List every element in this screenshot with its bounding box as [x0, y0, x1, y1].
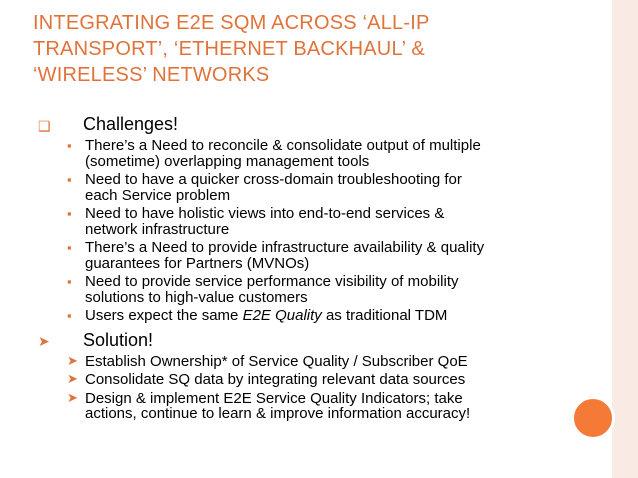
list-item-line: (sometime) overlapping management tools	[85, 152, 370, 170]
list-item	[38, 274, 598, 305]
title-line: TRANSPORT’, ‘ETHERNET BACKHAUL’ &	[33, 38, 425, 60]
slide-title	[33, 10, 553, 88]
challenges-heading-text: Challenges!	[83, 114, 179, 134]
list-item	[38, 372, 598, 388]
solution-heading-text: Solution!	[83, 329, 154, 350]
arrowhead-bullet-icon: ➤	[67, 390, 78, 406]
list-item	[38, 308, 598, 324]
title-line: INTEGRATING E2E SQM ACROSS ‘ALL-IP	[33, 12, 430, 34]
slide-body	[38, 114, 598, 422]
list-item-line: Design & implement E2E Service Quality Indicators; take	[85, 389, 463, 407]
list-item-line: Need to provide service performance visibility of mobility	[85, 273, 459, 290]
solution-heading	[38, 330, 598, 351]
square-bullet-icon: ▪	[67, 308, 72, 323]
list-item-line: Establish Ownership* of Service Quality / Subscriber QoE	[85, 352, 468, 370]
emphasis-text: E2E Quality	[242, 307, 322, 324]
list-item-line: Need to have a quicker cross-domain troubleshooting for	[85, 171, 462, 188]
arrowhead-bullet-icon: ➤	[67, 372, 78, 387]
list-item-line: actions, continue to learn & improve information accuracy!	[85, 405, 471, 422]
arrowhead-bullet-icon: ➤	[38, 333, 50, 350]
right-decor-band	[612, 0, 638, 478]
list-item-line: guarantees for Partners (MVNOs)	[85, 254, 310, 272]
list-item-text: Users expect the same	[85, 307, 243, 324]
list-item-line: There’s a Need to reconcile & consolidate output of multiple	[85, 137, 481, 154]
hollow-square-bullet-icon: ❑	[38, 118, 51, 134]
list-item-line: There’s a Need to provide infrastructure availability & quality	[85, 239, 485, 256]
list-item	[38, 391, 598, 422]
list-item	[38, 354, 598, 370]
list-item-text: as traditional TDM	[321, 307, 448, 324]
list-item-line: network infrastructure	[85, 220, 230, 238]
list-item	[38, 138, 598, 169]
list-item	[38, 240, 598, 271]
list-item-line: each Service problem	[85, 186, 231, 204]
square-bullet-icon: ▪	[67, 172, 72, 187]
square-bullet-icon: ▪	[67, 274, 72, 289]
list-item	[38, 206, 598, 237]
arrowhead-bullet-icon: ➤	[67, 353, 78, 369]
title-line: ‘WIRELESS’ NETWORKS	[33, 64, 270, 86]
list-item	[38, 172, 598, 203]
square-bullet-icon: ▪	[67, 206, 72, 221]
list-item-line: Consolidate SQ data by integrating relevant data sources	[85, 371, 466, 388]
list-item-line: Need to have holistic views into end-to-end services &	[85, 205, 445, 222]
square-bullet-icon: ▪	[67, 240, 72, 255]
challenges-heading	[38, 114, 598, 135]
square-bullet-icon: ▪	[67, 138, 72, 153]
list-item-line: solutions to high-value customers	[85, 288, 308, 306]
